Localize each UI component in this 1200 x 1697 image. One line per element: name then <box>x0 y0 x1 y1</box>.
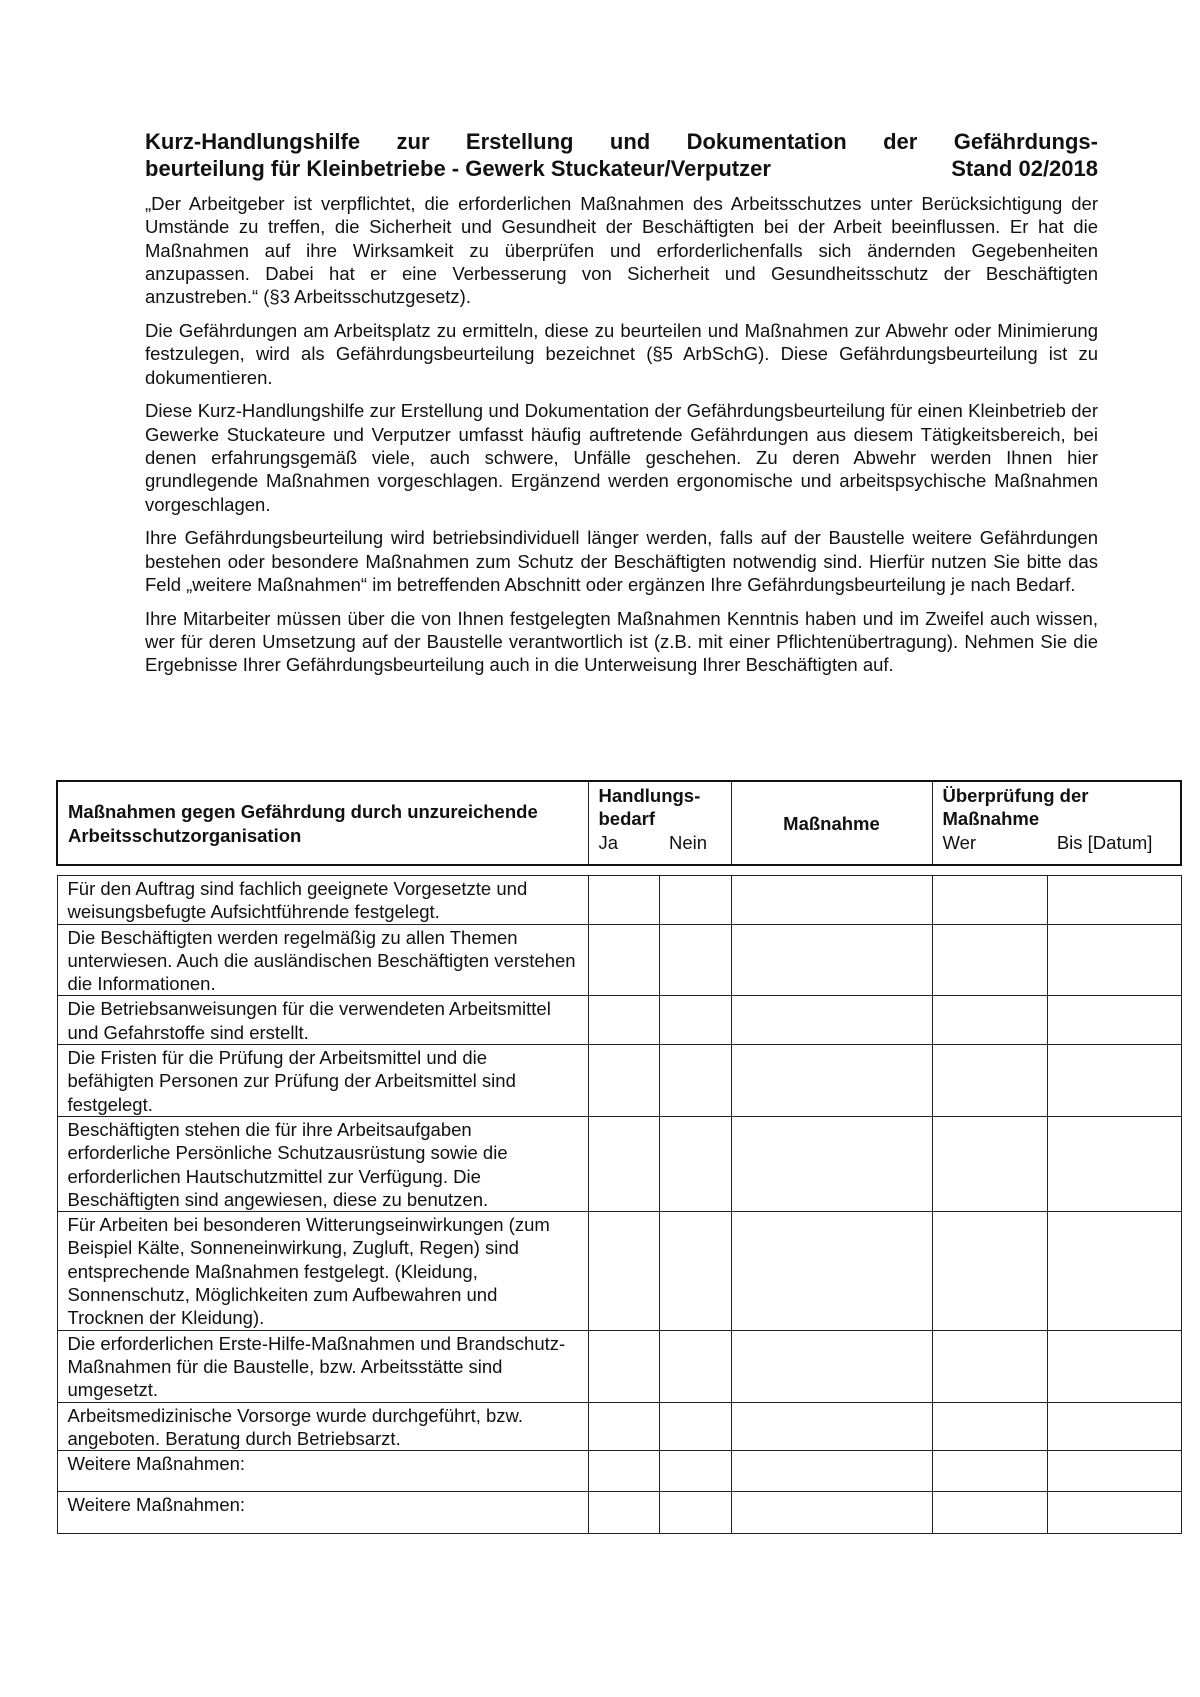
header-massnahme: Maßnahme <box>731 781 932 865</box>
document-version: Stand 02/2018 <box>951 156 1098 181</box>
cell-nein[interactable] <box>659 1402 731 1451</box>
cell-wer[interactable] <box>932 1402 1047 1451</box>
table-header-row <box>57 781 1181 865</box>
cell-wer[interactable] <box>932 876 1047 925</box>
table-row <box>57 996 1181 1045</box>
cell-ja[interactable] <box>588 1045 659 1117</box>
cell-bis[interactable] <box>1047 1045 1181 1117</box>
cell-wer[interactable] <box>932 1330 1047 1402</box>
header-nein: Nein <box>669 831 708 853</box>
cell-wer[interactable] <box>932 996 1047 1045</box>
cell-massnahme[interactable] <box>731 1116 932 1211</box>
measure-text-weitere[interactable]: Weitere Maßnahmen: <box>57 1492 588 1534</box>
cell-bis[interactable] <box>1047 1212 1181 1330</box>
title-line-2 <box>145 155 1098 182</box>
cell-wer[interactable] <box>932 1116 1047 1211</box>
measure-text: Die Beschäftigten werden regelmäßig zu allen Themen unterwiesen. Auch die ausländischen Beschäftigten verstehen die Informationen. <box>57 924 588 996</box>
cell-massnahme[interactable] <box>731 1045 932 1117</box>
measures-table <box>56 780 1182 1534</box>
table-row <box>57 1451 1181 1492</box>
table-row <box>57 1492 1181 1534</box>
cell-nein[interactable] <box>659 1492 731 1534</box>
cell-nein[interactable] <box>659 1212 731 1330</box>
header-bis: Bis [Datum] <box>1056 831 1153 853</box>
table-row <box>57 924 1181 996</box>
header-ueberpruefung <box>932 781 1181 865</box>
table-row <box>57 1212 1181 1330</box>
document-title <box>145 128 1098 182</box>
cell-bis[interactable] <box>1047 1330 1181 1402</box>
cell-ja[interactable] <box>588 1451 659 1492</box>
table-spacer <box>57 865 1181 876</box>
cell-massnahme[interactable] <box>731 996 932 1045</box>
cell-wer[interactable] <box>932 924 1047 996</box>
title-subject: beurteilung für Kleinbetriebe - Gewerk Stuckateur/Verputzer <box>145 156 771 181</box>
cell-ja[interactable] <box>588 1212 659 1330</box>
table-row <box>57 1330 1181 1402</box>
cell-massnahme[interactable] <box>731 1492 932 1534</box>
cell-wer[interactable] <box>932 1212 1047 1330</box>
cell-massnahme[interactable] <box>731 924 932 996</box>
cell-ja[interactable] <box>588 1402 659 1451</box>
cell-bis[interactable] <box>1047 876 1181 925</box>
header-wer: Wer <box>942 831 977 853</box>
header-handlungsbedarf <box>588 781 731 865</box>
cell-bis[interactable] <box>1047 996 1181 1045</box>
header-ueberpruefung-label: Überprüfung der Maßnahme <box>942 785 1089 830</box>
document-body <box>145 128 1098 687</box>
paragraph-definition: Die Gefährdungen am Arbeitsplatz zu ermitteln, diese zu beurteilen und Maßnahmen zur Abwehr oder Minimierung festzulegen, wird als Gefährdungsbeurteilung bezeichnet (§5 ArbSchG). Diese Gefährdungsbeurteilung ist zu dokumentieren. <box>145 319 1098 388</box>
measure-text-weitere[interactable]: Weitere Maßnahmen: <box>57 1451 588 1492</box>
table-row <box>57 876 1181 925</box>
header-ja: Ja <box>598 831 619 853</box>
cell-massnahme[interactable] <box>731 876 932 925</box>
cell-bis[interactable] <box>1047 1451 1181 1492</box>
cell-nein[interactable] <box>659 1116 731 1211</box>
cell-wer[interactable] <box>932 1045 1047 1117</box>
cell-nein[interactable] <box>659 876 731 925</box>
paragraph-employees: Ihre Mitarbeiter müssen über die von Ihnen festgelegten Maßnahmen Kenntnis haben und im Zweifel auch wissen, wer für deren Umsetzung auf der Baustelle verantwortlich ist (z.B. mit einer Pflichtenübertragung). Nehmen Sie die Ergebnisse Ihrer Gefährdungsbeurteilung auch in die Unterweisung Ihrer Beschäftigten auf. <box>145 607 1098 676</box>
measure-text: Für den Auftrag sind fachlich geeignete Vorgesetzte und weisungsbefugte Aufsichtführende festgelegt. <box>57 876 588 925</box>
cell-ja[interactable] <box>588 1492 659 1534</box>
measure-text: Die Fristen für die Prüfung der Arbeitsmittel und die befähigten Personen zur Prüfung der Arbeitsmittel sind festgelegt. <box>57 1045 588 1117</box>
paragraph-extension: Ihre Gefährdungsbeurteilung wird betriebsindividuell länger werden, falls auf der Baustelle weitere Gefährdungen bestehen oder besondere Maßnahmen zum Schutz der Beschäftigten notwendig sind. Hierfür nutzen Sie bitte das Feld „weitere Maßnahmen“ im betreffenden Abschnitt oder ergänzen Ihre Gefährdungsbeurteilung je nach Bedarf. <box>145 527 1098 595</box>
cell-bis[interactable] <box>1047 1402 1181 1451</box>
cell-ja[interactable] <box>588 1330 659 1402</box>
table-row <box>57 1116 1181 1211</box>
measure-text: Die erforderlichen Erste-Hilfe-Maßnahmen und Brandschutz-Maßnahmen für die Baustelle, bzw. Arbeitsstätte sind umgesetzt. <box>57 1330 588 1402</box>
header-handlungsbedarf-label: Handlungs-bedarf <box>598 785 701 830</box>
cell-nein[interactable] <box>659 1451 731 1492</box>
cell-wer[interactable] <box>932 1451 1047 1492</box>
cell-ja[interactable] <box>588 1116 659 1211</box>
measure-text: Für Arbeiten bei besonderen Witterungseinwirkungen (zum Beispiel Kälte, Sonneneinwirkung, Zugluft, Regen) sind entsprechende Maßnahmen festgelegt. (Kleidung, Sonnenschutz, Möglichkeiten zum Aufbewahren und Trocknen der Kleidung). <box>57 1212 588 1330</box>
cell-wer[interactable] <box>932 1492 1047 1534</box>
cell-nein[interactable] <box>659 1045 731 1117</box>
cell-ja[interactable] <box>588 924 659 996</box>
cell-bis[interactable] <box>1047 1492 1181 1534</box>
cell-massnahme[interactable] <box>731 1212 932 1330</box>
cell-ja[interactable] <box>588 876 659 925</box>
measure-text: Arbeitsmedizinische Vorsorge wurde durchgeführt, bzw. angeboten. Beratung durch Betriebsarzt. <box>57 1402 588 1451</box>
cell-nein[interactable] <box>659 924 731 996</box>
cell-massnahme[interactable] <box>731 1402 932 1451</box>
measure-text: Beschäftigten stehen die für ihre Arbeitsaufgaben erforderliche Persönliche Schutzausrüstung sowie die erforderlichen Hautschutzmittel zur Verfügung. Die Beschäftigten sind angewiesen, diese zu benutzen. <box>57 1116 588 1211</box>
cell-nein[interactable] <box>659 996 731 1045</box>
cell-bis[interactable] <box>1047 924 1181 996</box>
cell-ja[interactable] <box>588 996 659 1045</box>
table-row <box>57 1402 1181 1451</box>
cell-massnahme[interactable] <box>731 1330 932 1402</box>
cell-nein[interactable] <box>659 1330 731 1402</box>
table-row <box>57 1045 1181 1117</box>
cell-bis[interactable] <box>1047 1116 1181 1211</box>
paragraph-quote-arbschg: „Der Arbeitgeber ist verpflichtet, die erforderlichen Maßnahmen des Arbeitsschutzes unter Berücksichtigung der Umstände zu treffen, die Sicherheit und Gesundheit der Beschäftigten bei der Arbeit beeinflussen. Er hat die Maßnahmen auf ihre Wirksamkeit zu überprüfen und erforderlichenfalls sich ändernden Gegebenheiten anzupassen. Dabei hat er eine Verbesserung von Sicherheit und Gesundheitsschutz der Beschäftigten anzustreben.“ (§3 Arbeitsschutzgesetz). <box>145 193 1098 308</box>
paragraph-scope: Diese Kurz-Handlungshilfe zur Erstellung und Dokumentation der Gefährdungsbeurteilung für einen Kleinbetrieb der Gewerke Stuckateure und Verputzer umfasst häufig auftretende Gefährdungen aus diesem Tätigkeitsbereich, bei denen erfahrungsgemäß viele, auch schwere, Unfälle geschehen. Zu deren Abwehr werden Ihnen hier grundlegende Maßnahmen vorgeschlagen. Ergänzend werden ergonomische und arbeitspsychische Maßnahmen vorgeschlagen. <box>145 400 1098 515</box>
cell-massnahme[interactable] <box>731 1451 932 1492</box>
measure-text: Die Betriebsanweisungen für die verwendeten Arbeitsmittel und Gefahrstoffe sind erstellt. <box>57 996 588 1045</box>
title-line-1: Kurz-Handlungshilfe zur Erstellung und Dokumentation der Gefährdungs- <box>145 129 1098 154</box>
header-section-title: Maßnahmen gegen Gefährdung durch unzureichende Arbeitsschutzorganisation <box>57 781 588 865</box>
